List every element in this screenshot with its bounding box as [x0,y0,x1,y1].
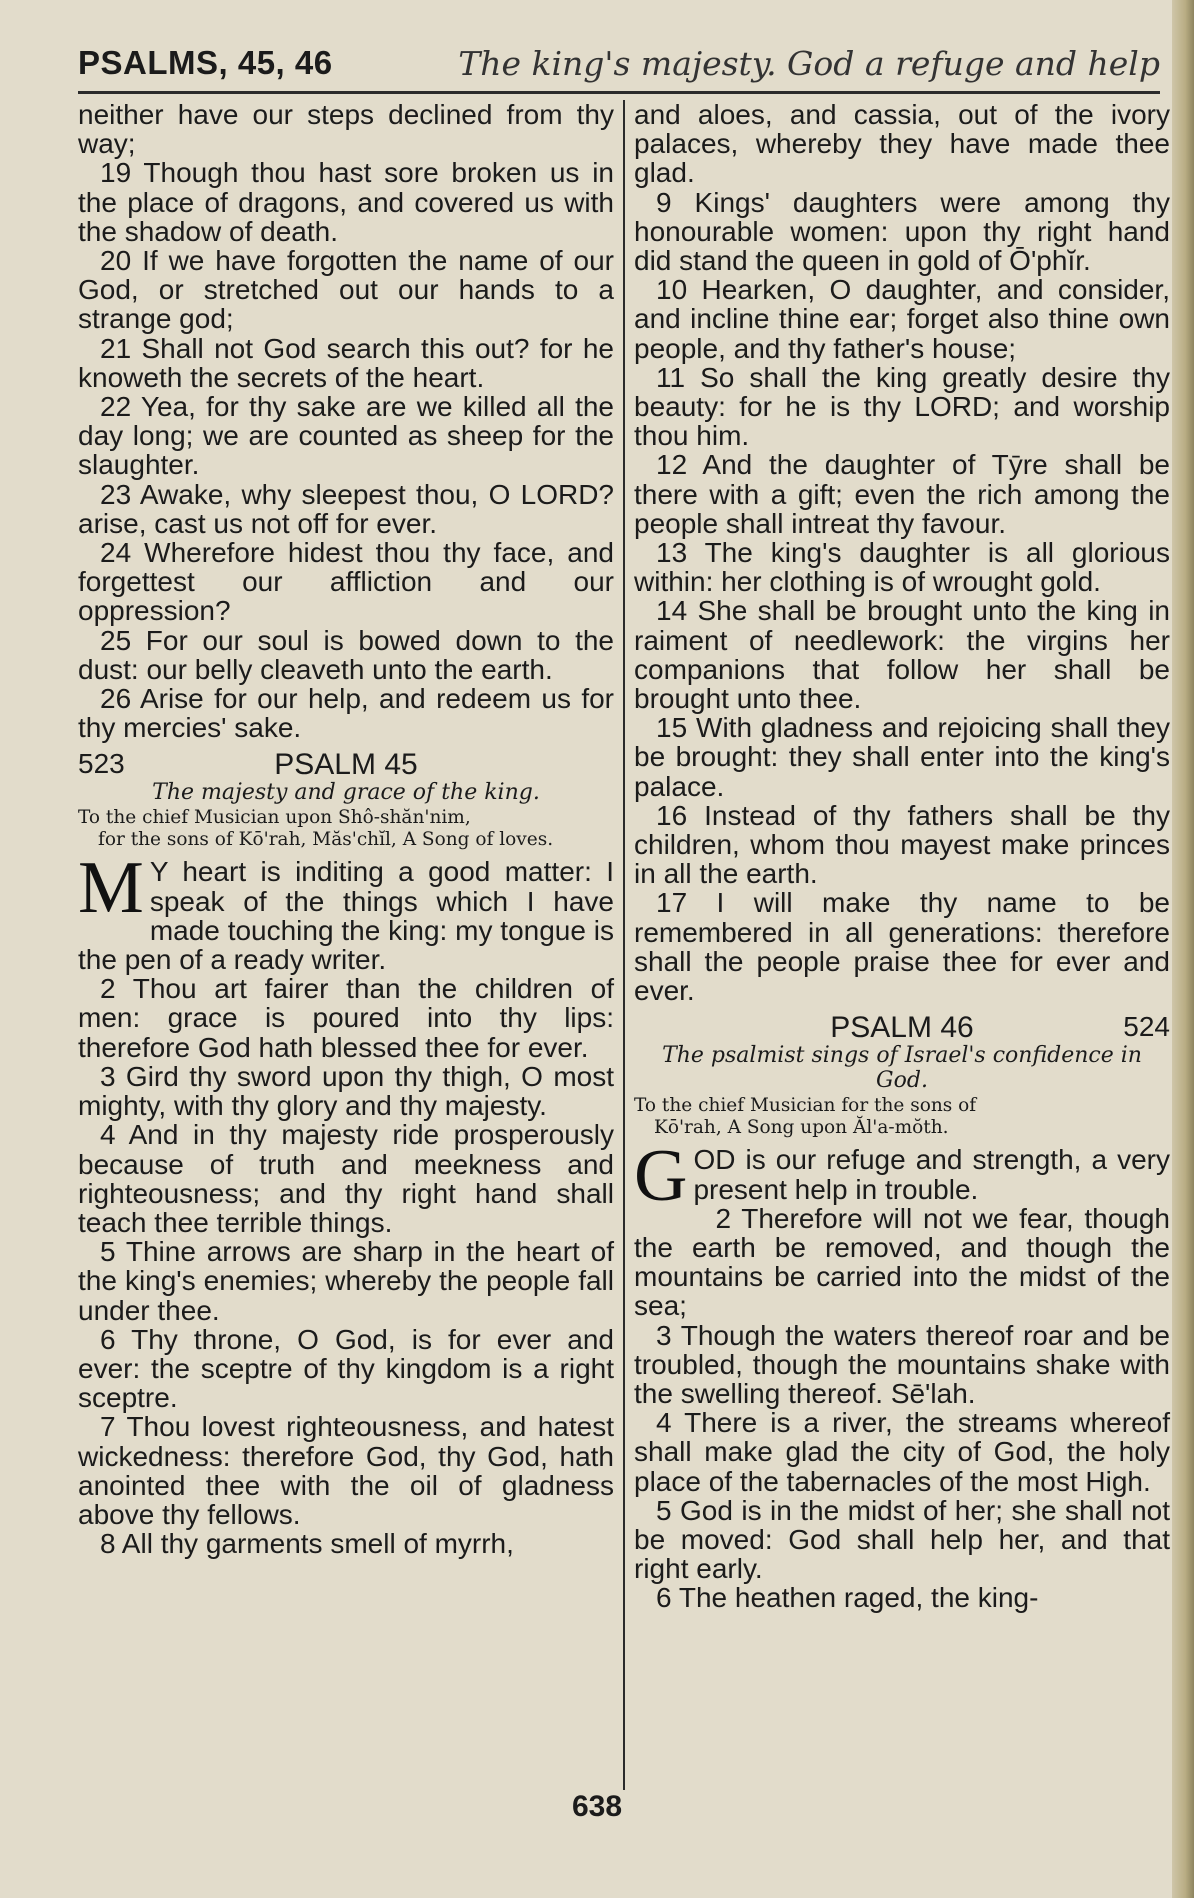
verse-1 [78,847,614,976]
psalm-45-heading [78,748,614,780]
header-book-reference: PSALMS, 45, 46 [78,44,333,81]
superscription-line: Kō'rah, A Song upon Ăl'a-mŏth. [654,1117,949,1139]
verse: 3 Gird thy sword upon thy thigh, O most mighty, with thy glory and thy majesty. [78,1060,614,1122]
superscription-line: To the chief Musician upon Shô-shăn'nim, [78,807,471,829]
verse: 12 And the daughter of Tȳre shall be there with a gift; even the rich among the people shall intreat thy favour. [634,449,1170,539]
verse-text: OD is our refuge and strength, a very present help in trouble. [693,1144,1170,1205]
superscription-line: To the chief Musician for the sons of [634,1095,977,1117]
verse: 24 Wherefore hidest thou thy face, and forgettest our affliction and our oppression? [78,537,614,627]
verse: 4 And in thy majesty ride prosperously because of truth and meekness and righteousness; and thy right hand shall teach thee terrible things. [78,1119,614,1238]
psalm-superscription [78,807,614,851]
verse: 7 Thou lovest righteousness, and hatest wickedness: therefore God, thy God, hath anointed thee with the oil of gladness above thy fellows. [78,1411,614,1530]
verse: 17 I will make thy name to be remembered in all generations: therefore shall the people praise thee for ever and ever. [634,887,1170,1007]
header-rule [78,91,1160,94]
verse: 6 The heathen raged, the king- [656,1582,1039,1614]
verse: 5 God is in the midst of her; she shall not be moved: God shall help her, and that right early. [634,1494,1170,1585]
verse: 16 Instead of thy fathers shall be thy children, whom thou mayest make princes in all the earth. [634,799,1170,890]
verse-continuation: neither have our steps declined from thy way; [78,99,614,160]
psalm-subtitle: The psalmist sings of Israel's confidence in God. [662,1043,1142,1094]
verse: 19 Though thou hast sore broken us in the place of dragons, and covered us with the shadow of death. [78,157,614,247]
verse: 23 Awake, why sleepest thou, O LORD? arise, cast us not off for ever. [78,478,614,539]
verse: 25 For our soul is bowed down to the dust: our belly cleaveth unto the earth. [78,624,614,685]
psalm-number: 523 [78,748,125,780]
verse: 9 Kings' daughters were among thy honourable women: upon thy right hand did stand the queen in gold of Ō'phĭr. [634,186,1170,277]
verse: 15 With gladness and rejoicing shall they be brought: they shall enter into the king's palace. [634,712,1170,802]
drop-cap: G [634,1135,688,1218]
verse: 6 Thy throne, O God, is for ever and ever: the sceptre of thy kingdom is a right sceptre. [78,1323,614,1414]
verse: 21 Shall not God search this out? for he knoweth the secrets of the heart. [78,332,614,393]
psalm-subtitle: The majesty and grace of the king. [152,780,540,806]
verse: 2 Thou art fairer than the children of men: grace is poured into thy lips: therefore God hath blessed thee for ever. [78,973,614,1063]
psalm-46-heading [634,1011,1170,1043]
running-header [78,40,1160,96]
page-edge [1172,0,1194,1898]
verse: 22 Yea, for thy sake are we killed all the day long; we are counted as sheep for the slaughter. [78,391,614,481]
verse: 3 Though the waters thereof roar and be troubled, though the mountains shake with the swelling thereof. Sē'lah. [634,1319,1170,1409]
right-column [634,100,1170,1613]
drop-cap: M [78,847,144,930]
header-topic: The king's majesty. God a refuge and help [458,44,1160,83]
verse: 11 So shall the king greatly desire thy beauty: for he is thy LORD; and worship thou him. [634,361,1170,452]
psalm-title: PSALM 46 [830,1011,974,1045]
verse-1 [634,1135,1170,1218]
verse-text: Y heart is inditing a good matter: I speak of the things which I have made touching the king: my tongue is the pen of a ready writer. [78,856,614,976]
verse: 4 There is a river, the streams whereof shall make glad the city of God, the holy place of the tabernacles of the most High. [634,1407,1170,1497]
psalm-superscription [634,1095,1170,1139]
verse: 13 The king's daughter is all glorious within: her clothing is of wrought gold. [634,537,1170,598]
verse: 10 Hearken, O daughter, and consider, and incline thine ear; forget also thine own people, and thy father's house; [634,274,1170,364]
verse: 8 All thy garments smell of myrrh, [100,1528,514,1560]
psalm-number: 524 [1123,1011,1170,1043]
superscription-line: for the sons of Kō'rah, Măs'chĭl, A Song of loves. [98,829,554,851]
column-divider [623,100,625,1790]
psalm-title: PSALM 45 [274,748,418,782]
left-column [78,100,614,1558]
verse: 5 Thine arrows are sharp in the heart of the king's enemies; whereby the people fall under thee. [78,1236,614,1326]
verse: 2 Therefore will not we fear, though the earth be removed, and though the mountains be carried into the midst of the sea; [634,1202,1170,1322]
verse-continuation: and aloes, and cassia, out of the ivory palaces, whereby they have made thee glad. [634,99,1170,189]
page-number: 638 [571,1790,623,1823]
verse: 26 Arise for our help, and redeem us for thy mercies' sake. [78,683,614,744]
verse: 14 She shall be brought unto the king in raiment of needlework: the virgins her companions that follow her shall be brought unto thee. [634,595,1170,715]
verse: 20 If we have forgotten the name of our God, or stretched out our hands to a strange god; [78,245,614,335]
